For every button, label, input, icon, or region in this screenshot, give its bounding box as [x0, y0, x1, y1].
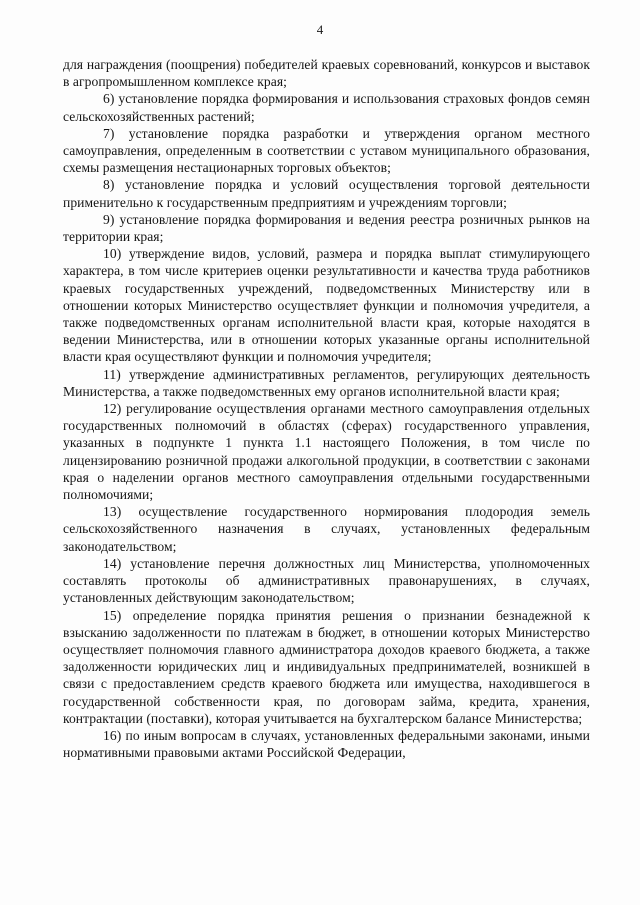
paragraph-item-8: 8) установление порядка и условий осуществления торговой деятельности применительно к государственным предприятиям и учреждениям торговли; — [63, 177, 590, 210]
paragraph-continuation: для награждения (поощрения) победителей краевых соревнований, конкурсов и выставок в агропромышленном комплексе края; — [63, 57, 590, 90]
page-number: 4 — [316, 22, 324, 37]
document-body — [63, 56, 590, 761]
paragraph-item-10: 10) утверждение видов, условий, размера и порядка выплат стимулирующего характера, в том числе критериев оценки результативности и качества труда работников краевых государственных учреждений, подведомственных Министерству или в отношении которых Министерство осуществляет функции и полномочия учредителя, а также подведомственных органам исполнительной власти края, которые находятся в ведении Министерства, или в отношении которых указанные органы исполнительной власти края осуществляют функции и полномочия учредителя; — [63, 246, 590, 365]
paragraph-item-7: 7) установление порядка разработки и утверждения органом местного самоуправления, определенным в соответствии с уставом муниципального образования, схемы размещения нестационарных торговых объектов; — [63, 125, 590, 176]
paragraph-item-14: 14) установление перечня должностных лиц Министерства, уполномоченных составлять протоколы об административных правонарушениях, в случаях, установленных действующим законодательством; — [63, 555, 590, 606]
paragraph-item-6: 6) установление порядка формирования и использования страховых фондов семян сельскохозяйственных растений; — [63, 91, 590, 124]
paragraph-item-16: 16) по иным вопросам в случаях, установленных федеральными законами, иными нормативными правовыми актами Российской Федерации, — [63, 727, 590, 761]
paragraph-item-11: 11) утверждение административных регламентов, регулирующих деятельность Министерства, а также подведомственных ему органов исполнительной власти края; — [63, 366, 590, 399]
paragraph-item-13: 13) осуществление государственного нормирования плодородия земель сельскохозяйственного назначения в случаях, установленных федеральным законодательством; — [63, 504, 590, 554]
paragraph-item-9: 9) установление порядка формирования и ведения реестра розничных рынков на территории края; — [63, 211, 590, 245]
paragraph-item-12: 12) регулирование осуществления органами местного самоуправления отдельных государственных полномочий в областях (сферах) государственного управления, указанных в подпункте 1 пункта 1.1 настоящего Положения, в том числе по лицензированию розничной продажи алкогольной продукции, в соответствии с законами края о наделении органов местного самоуправления отдельными государственными полномочиями; — [63, 401, 590, 503]
paragraph-item-15: 15) определение порядка принятия решения о признании безнадежной к взысканию задолженности по платежам в бюджет, в отношении которых Министерство осуществляет полномочия главного администратора доходов краевого бюджета, а также задолженности юридических лиц и индивидуальных предпринимателей, возникшей в связи с предоставлением средств краевого бюджета или имущества, находившегося в государственной собственности края, по договорам займа, кредита, хранения, контрактации (поставки), которая учитывается на бухгалтерском балансе Министерства; — [63, 607, 590, 726]
